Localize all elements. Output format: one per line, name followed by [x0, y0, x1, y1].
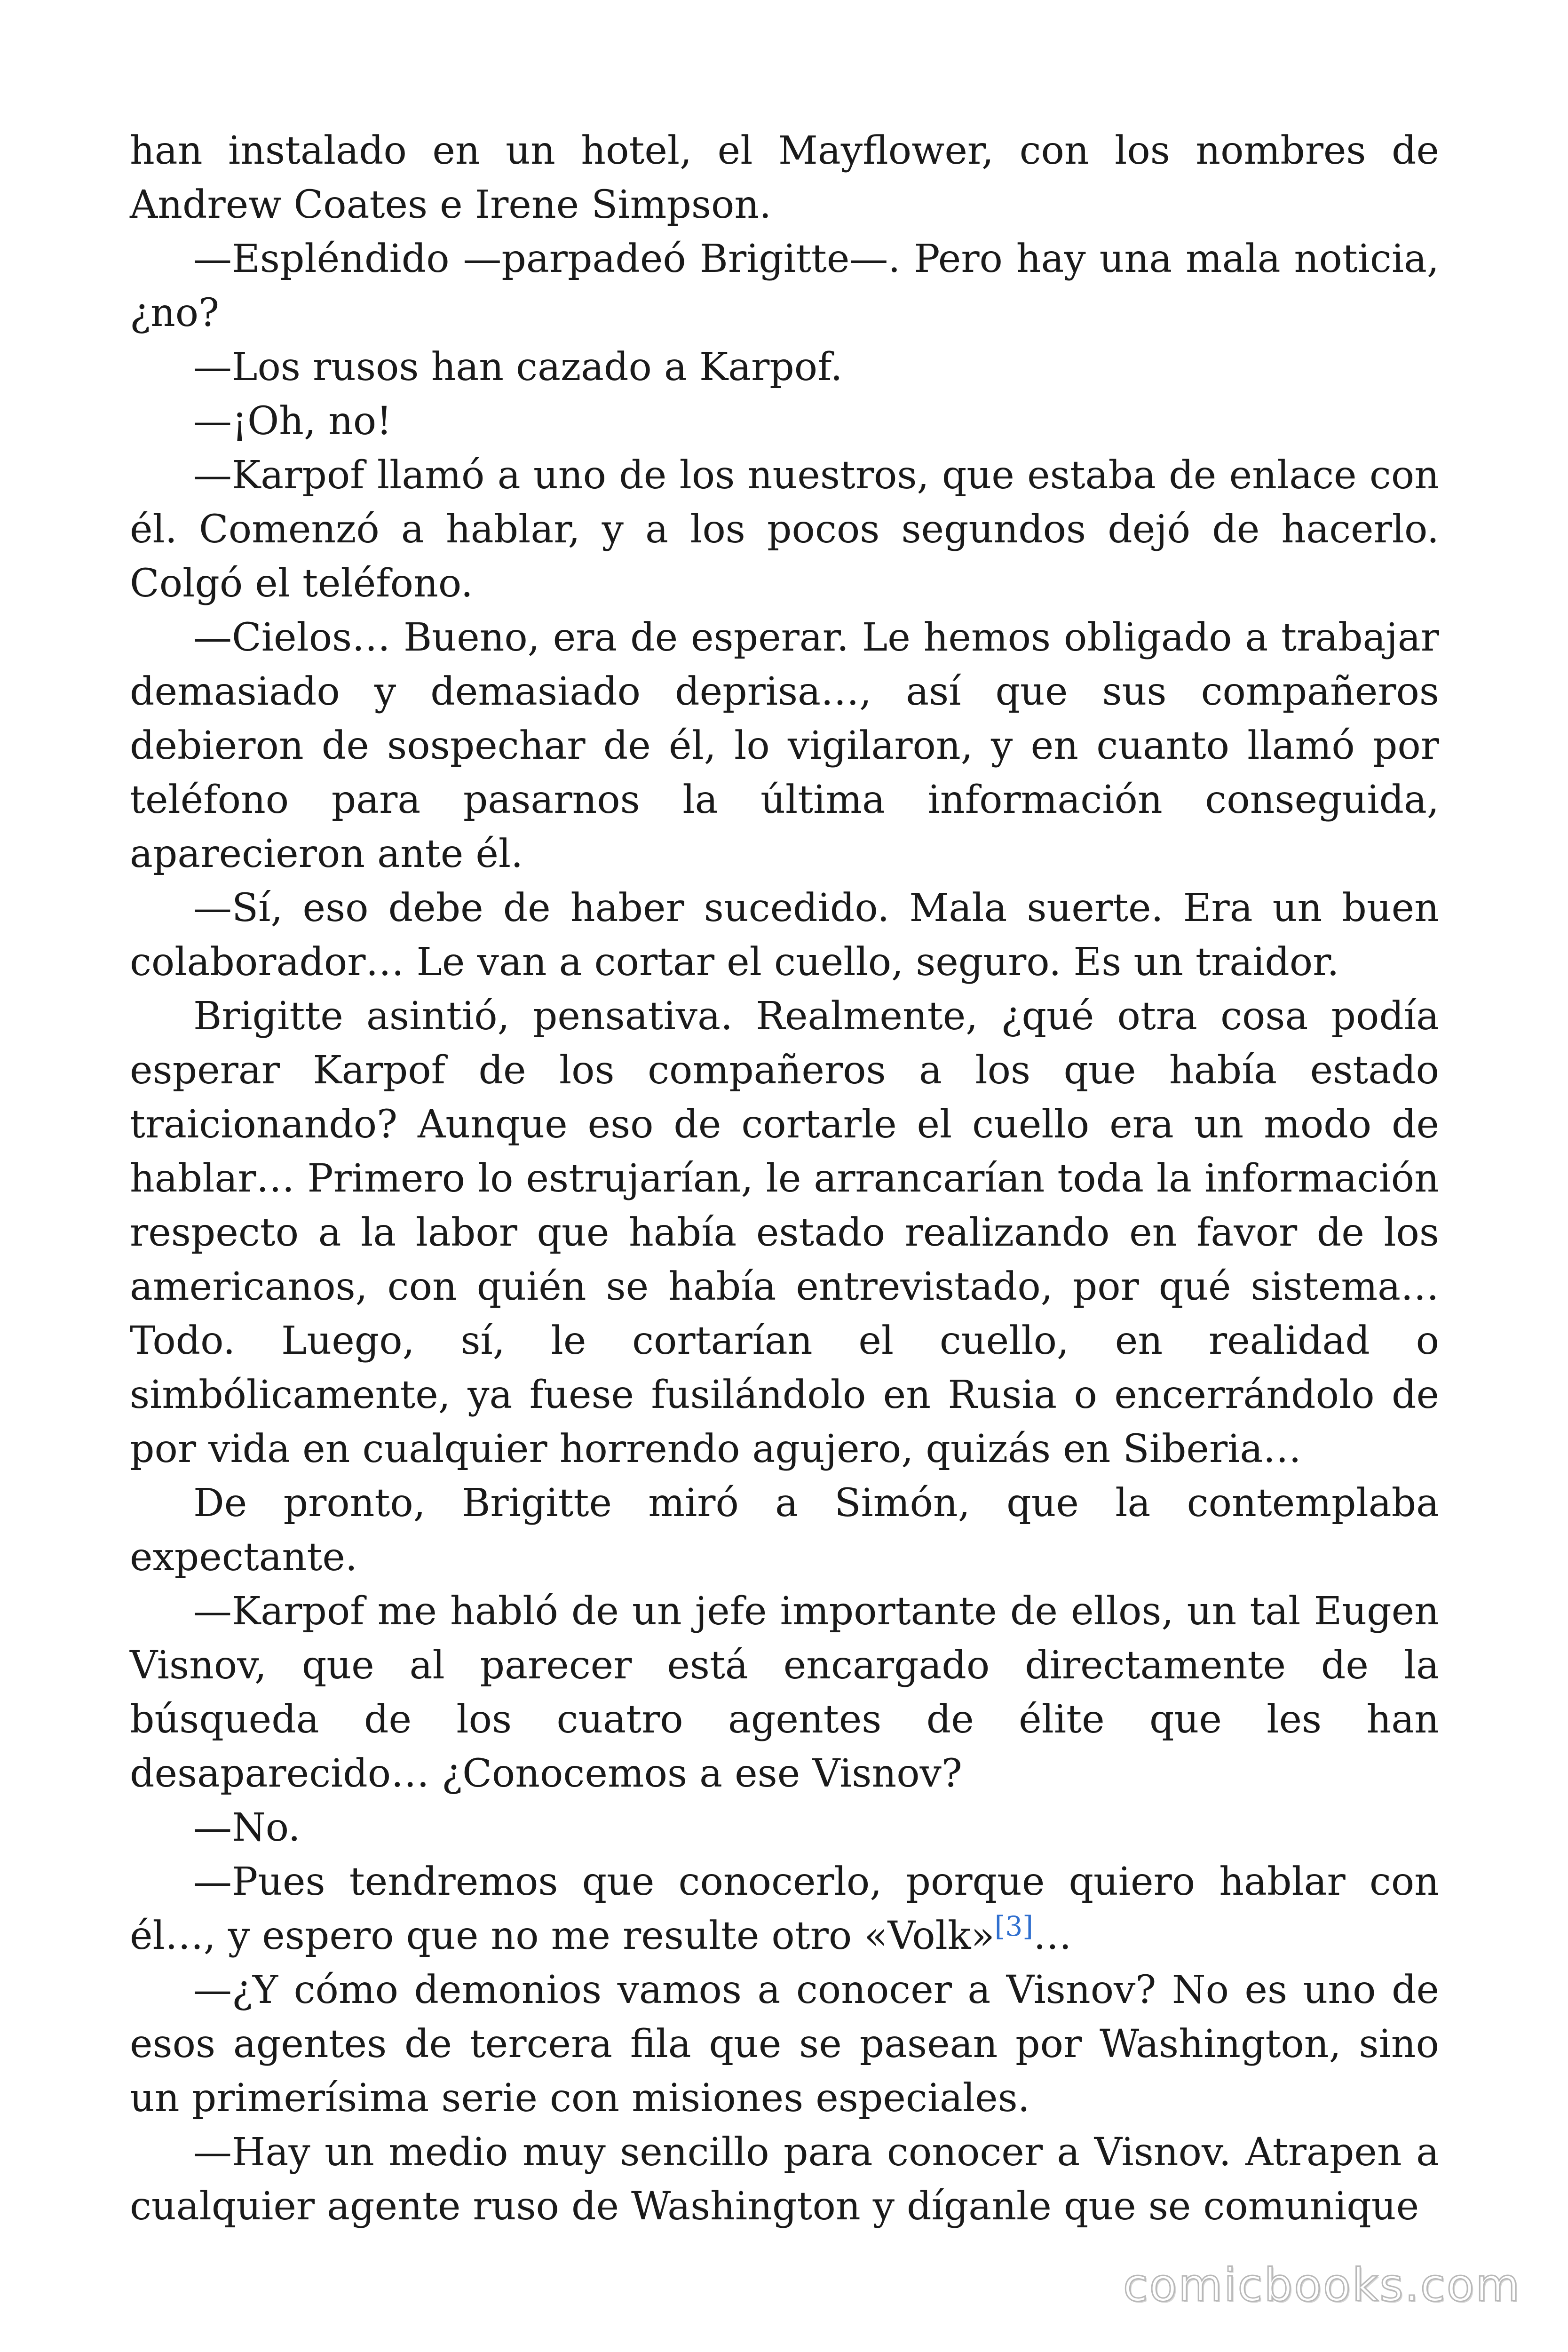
paragraph: —Los rusos han cazado a Karpof.	[193, 345, 843, 389]
paragraph-text: —Pues tendremos que conocerlo, porque quiero hablar con él…, y espero que no me resulte otro «Volk»	[130, 1859, 1439, 1958]
watermark-logo: comicbooks.com	[1123, 2259, 1521, 2312]
footnote-reference-link[interactable]: [3]	[994, 1910, 1033, 1942]
paragraph: —Cielos… Bueno, era de esperar. Le hemos obligado a trabajar demasiado y demasiado deprisa…, así que sus compañeros debieron de sospechar de él, lo vigilaron, y en cuanto llamó por teléfono para pasarnos la última información conseguida, aparecieron ante él.	[130, 615, 1439, 876]
paragraph: —Karpof me habló de un jefe importante de ellos, un tal Eugen Visnov, que al parecer está encargado directamente de la búsqueda de los cuatro agentes de élite que les han desaparecido… ¿Conocemos a ese Visnov?	[130, 1589, 1439, 1796]
ellipsis: …	[1033, 1914, 1072, 1958]
paragraph: —Karpof llamó a uno de los nuestros, que estaba de enlace con él. Comenzó a hablar, y a los pocos segundos dejó de hacerlo. Colgó el teléfono.	[130, 453, 1439, 606]
paragraph: De pronto, Brigitte miró a Simón, que la contemplaba expectante.	[130, 1481, 1439, 1580]
paragraph: —¡Oh, no!	[193, 399, 392, 444]
book-page-text	[130, 124, 1439, 2233]
paragraph: —Espléndido —parpadeó Brigitte—. Pero hay una mala noticia, ¿no?	[130, 237, 1439, 335]
paragraph: —No.	[193, 1805, 301, 1850]
paragraph: —Sí, eso debe de haber sucedido. Mala suerte. Era un buen colaborador… Le van a cortar el cuello, seguro. Es un traidor.	[130, 886, 1439, 985]
paragraph: han instalado en un hotel, el Mayflower, con los nombres de Andrew Coates e Irene Simpson.	[130, 128, 1439, 227]
paragraph-with-footnote	[130, 1855, 1439, 1963]
paragraph: —Hay un medio muy sencillo para conocer a Visnov. Atrapen a cualquier agente ruso de Washington y díganle que se comunique	[130, 2130, 1439, 2229]
paragraph: Brigitte asintió, pensativa. Realmente, ¿qué otra cosa podía esperar Karpof de los compañeros a los que había estado traicionando? Aunque eso de cortarle el cuello era un modo de hablar… Primero lo estrujarían, le arrancarían toda la información respecto a la labor que había estado realizando en favor de los americanos, con quién se había entrevistado, por qué sistema… Todo. Luego, sí, le cortarían el cuello, en realidad o simbólicamente, ya fuese fusilándolo en Rusia o encerrándolo de por vida en cualquier horrendo agujero, quizás en Siberia…	[130, 994, 1439, 1471]
paragraph: —¿Y cómo demonios vamos a conocer a Visnov? No es uno de esos agentes de tercera fila que se pasean por Washington, sino un primerísima serie con misiones especiales.	[130, 1968, 1439, 2121]
